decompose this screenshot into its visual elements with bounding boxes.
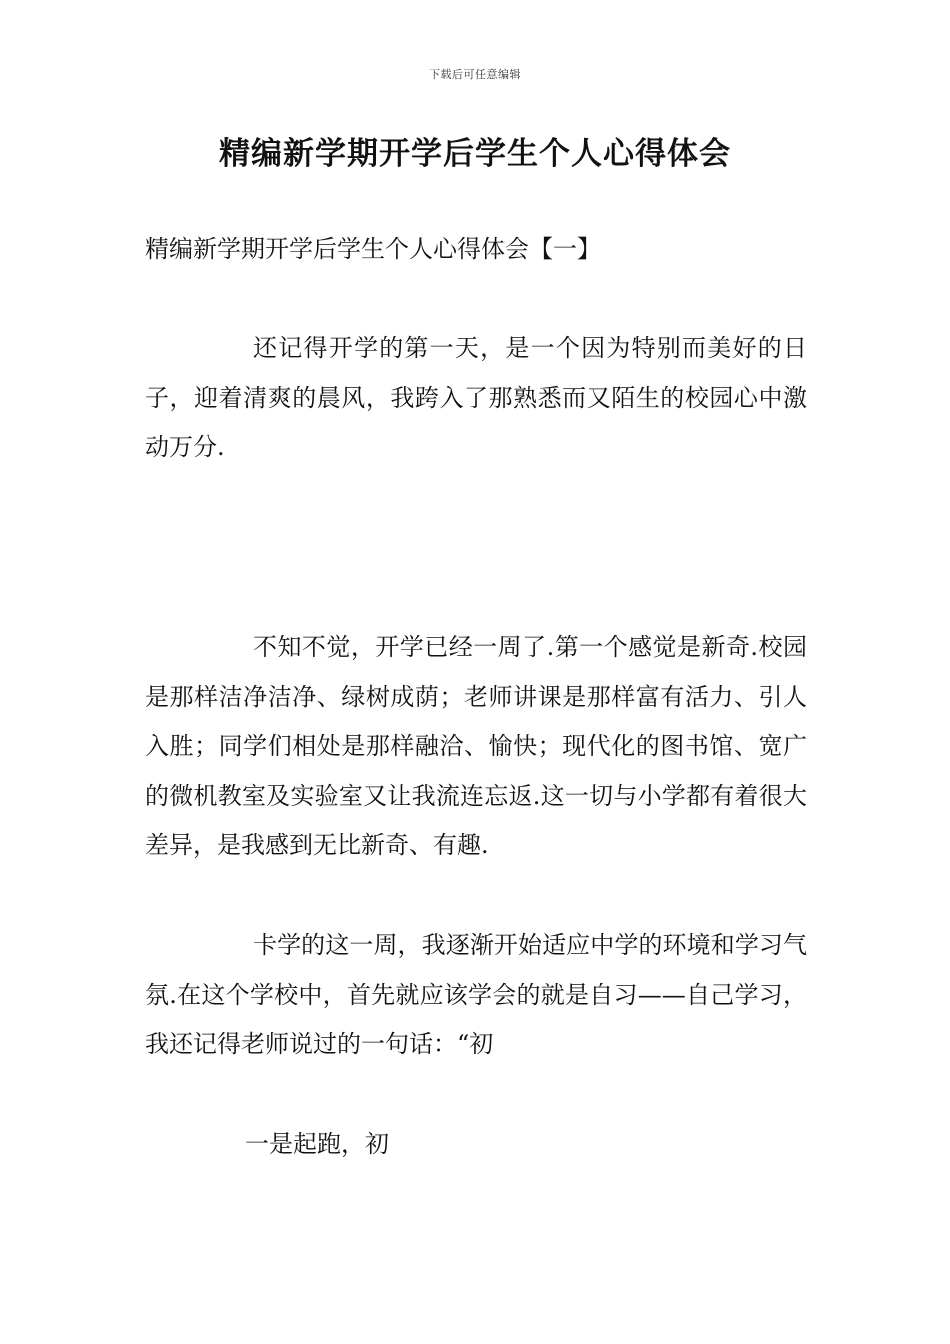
paragraph-3: 卡学的这一周，我逐渐开始适应中学的环境和学习气氛.在这个学校中，首先就应该学会的就是自习——自己学习，我还记得老师说过的一句话：“初 [145, 931, 807, 1058]
paragraph-4: 一是起跑，初 [245, 1130, 389, 1158]
header-note: 下载后可任意编辑 [429, 68, 521, 81]
section-heading: 精编新学期开学后学生个人心得体会【一】 [145, 235, 601, 263]
paragraph-1: 还记得开学的第一天，是一个因为特别而美好的日子，迎着清爽的晨风，我跨入了那熟悉而又陌生的校园心中激动万分. [145, 334, 807, 461]
paragraph-2: 不知不觉，开学已经一周了.第一个感觉是新奇.校园是那样洁净洁净、绿树成荫；老师讲课是那样富有活力、引人入胜；同学们相处是那样融洽、愉快；现代化的图书馆、宽广的微机教室及实验室又让我流连忘返.这一切与小学都有着很大差异，是我感到无比新奇、有趣. [145, 633, 807, 859]
document-title: 精编新学期开学后学生个人心得体会 [219, 136, 731, 172]
